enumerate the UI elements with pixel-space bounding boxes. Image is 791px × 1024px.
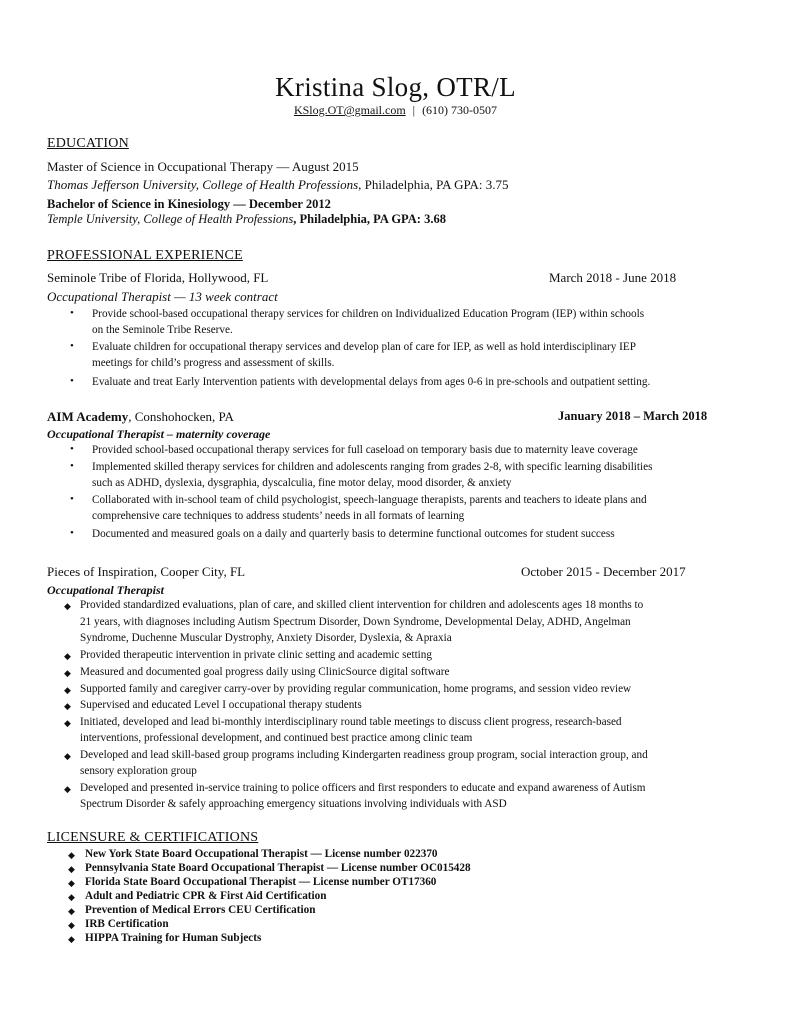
candidate-name: Kristina Slog, OTR/L (275, 72, 516, 102)
job-bullet: Evaluate and treat Early Intervention patients with developmental delays from ages 0-6 in pre-schools and outpatient setting. (92, 376, 651, 388)
diamond-bullet-icon: ◆ (64, 601, 71, 611)
email-link[interactable]: KSlog.OT@gmail.com (293, 103, 406, 117)
job-pieces-header (47, 564, 245, 580)
diamond-bullet-icon: ◆ (68, 878, 75, 888)
job-bullet: Supervised and educated Level I occupational therapy students (80, 699, 362, 711)
certification-item: Pennsylvania State Board Occupational Therapist — License number OC015428 (85, 862, 471, 874)
certification-item: HIPPA Training for Human Subjects (85, 932, 262, 944)
bullet-icon: • (70, 493, 74, 505)
certification-item: New York State Board Occupational Therapist — License number 022370 (85, 848, 438, 860)
job-bullet: Evaluate children for occupational therapy services and develop plan of care for IEP, as well as hold interdisciplinary IEP (92, 341, 636, 353)
diamond-bullet-icon: ◆ (64, 718, 71, 728)
school-location: , Philadelphia, PA GPA: 3.68 (293, 212, 446, 226)
diamond-bullet-icon: ◆ (68, 906, 75, 916)
job-bullet: Collaborated with in-school team of child psychologist, speech-language therapists, parents and teachers to ideate plans and (92, 494, 647, 506)
employer-name: AIM Academy (47, 409, 129, 424)
job-role: Occupational Therapist — 13 week contract (47, 289, 278, 304)
bullet-icon: • (70, 375, 74, 387)
job-bullet-cont: interventions, professional development, and continued best practice among clinic team (80, 732, 473, 744)
job-role: Occupational Therapist (47, 583, 165, 597)
contact-separator: | (412, 103, 416, 117)
education-heading: EDUCATION (47, 136, 129, 151)
job-dates: January 2018 – March 2018 (558, 409, 708, 423)
diamond-bullet-icon: ◆ (68, 892, 75, 902)
job-bullet-cont: sensory exploration group (80, 765, 197, 777)
certification-item: Prevention of Medical Errors CEU Certification (85, 904, 316, 916)
school-name: Thomas Jefferson University, College of Health Professions (47, 177, 359, 192)
job-bullet: Developed and lead skill-based group programs including Kindergarten readiness group program, social interaction group, and (80, 749, 648, 761)
employer-location: Cooper City, FL (157, 564, 246, 579)
job-bullet: Developed and presented in-service training to police officers and first responders to educate and expand awareness of Autism (80, 782, 646, 794)
degree-bachelors (47, 197, 331, 212)
school-name: Temple University, College of Health Professions (47, 212, 294, 226)
certification-item: Adult and Pediatric CPR & First Aid Certification (85, 890, 327, 902)
diamond-bullet-icon: ◆ (64, 701, 71, 711)
degree-masters-school (47, 177, 509, 193)
bullet-icon: • (70, 340, 74, 352)
job-bullet: Provided school-based occupational therapy services for full caseload on temporary basis due to maternity leave coverage (92, 444, 638, 456)
degree-title: Bachelor of Science in Kinesiology (47, 197, 231, 211)
diamond-bullet-icon: ◆ (68, 920, 75, 930)
bullet-icon: • (70, 307, 74, 319)
bullet-icon: • (70, 443, 74, 455)
job-bullet-cont: Syndrome, Duchenne Muscular Dystrophy, Anxiety Disorder, Dyslexia, & Apraxia (80, 632, 452, 644)
job-bullet: Provide school-based occupational therapy services for children on Individualized Education Program (IEP) within schools (92, 308, 645, 320)
bullet-icon: • (70, 527, 74, 539)
job-bullet: Documented and measured goals on a daily and quarterly basis to determine functional outcomes for student success (92, 528, 615, 540)
employer-name: Pieces of Inspiration, (47, 564, 158, 579)
degree-title: Master of Science in Occupational Therapy (47, 159, 274, 174)
degree-date: — August 2015 (273, 159, 359, 174)
job-bullet: Measured and documented goal progress daily using ClinicSource digital software (80, 666, 450, 678)
degree-bachelors-school (47, 212, 446, 227)
phone-number: (610) 730-0507 (422, 103, 498, 117)
job-seminole-header (47, 270, 268, 286)
job-dates: March 2018 - June 2018 (549, 270, 677, 285)
job-bullet: Provided therapeutic intervention in private clinic setting and academic setting (80, 649, 432, 661)
certification-item: IRB Certification (85, 918, 169, 930)
employer-location: , Conshohocken, PA (128, 409, 234, 424)
job-bullet-cont: comprehensive care techniques to address students’ needs in all formats of learning (92, 510, 465, 522)
job-bullet-cont: on the Seminole Tribe Reserve. (92, 324, 233, 336)
job-bullet: Supported family and caregiver carry-over by providing regular communication, home programs, and session video review (80, 683, 632, 695)
degree-date: — December 2012 (230, 197, 331, 211)
diamond-bullet-icon: ◆ (64, 685, 71, 695)
job-bullet: Initiated, developed and lead bi-monthly interdisciplinary round table meetings to discuss client progress, research-based (80, 716, 622, 728)
employer-name: Seminole Tribe of Florida, (47, 270, 185, 285)
job-dates: October 2015 - December 2017 (521, 564, 686, 579)
diamond-bullet-icon: ◆ (68, 934, 75, 944)
job-role: Occupational Therapist – maternity coverage (47, 427, 271, 441)
diamond-bullet-icon: ◆ (64, 651, 71, 661)
diamond-bullet-icon: ◆ (64, 751, 71, 761)
job-bullet-cont: such as ADHD, dyslexia, dysgraphia, dyscalculia, fine motor delay, mood disorder, & anxiety (92, 477, 512, 489)
experience-heading: PROFESSIONAL EXPERIENCE (47, 248, 243, 263)
job-bullet-cont: Spectrum Disorder & safely approaching emergency situations involving individuals with ASD (80, 798, 507, 810)
diamond-bullet-icon: ◆ (64, 668, 71, 678)
diamond-bullet-icon: ◆ (64, 784, 71, 794)
licensure-heading: LICENSURE & CERTIFICATIONS (47, 830, 259, 845)
certification-item: Florida State Board Occupational Therapist — License number OT17360 (85, 876, 437, 888)
job-aim-header (47, 409, 234, 425)
job-bullet-cont: 21 years, with diagnoses including Autism Spectrum Disorder, Down Syndrome, Developmental Delay, ADHD, Angelman (80, 616, 631, 628)
degree-masters (47, 159, 359, 175)
diamond-bullet-icon: ◆ (68, 864, 75, 874)
contact-line (0, 103, 791, 118)
bullet-icon: • (70, 460, 74, 472)
diamond-bullet-icon: ◆ (68, 850, 75, 860)
job-bullet: Implemented skilled therapy services for children and adolescents ranging from grades 2-8, with specific learning disabilities (92, 461, 653, 473)
school-location: , Philadelphia, PA GPA: 3.75 (358, 177, 509, 192)
job-bullet-cont: meetings for child’s progress and assessment of skills. (92, 357, 335, 369)
job-bullet: Provided standardized evaluations, plan of care, and skilled client intervention for children and adolescents ages 18 months to (80, 599, 644, 611)
employer-location: Hollywood, FL (184, 270, 269, 285)
